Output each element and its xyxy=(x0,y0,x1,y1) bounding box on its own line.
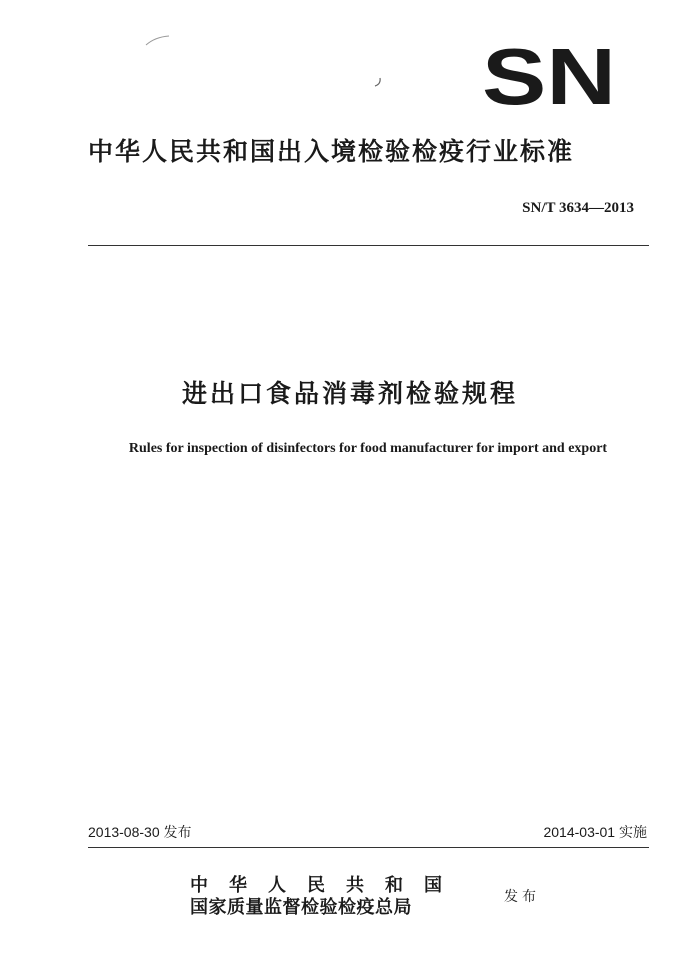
footer-divider xyxy=(88,847,649,848)
issuing-authority xyxy=(190,875,490,919)
standard-code: SN/T 3634—2013 xyxy=(522,200,634,216)
issuer-agency: 国家质量监督检验检疫总局 xyxy=(190,897,412,918)
publish-label: 发布 xyxy=(504,889,540,905)
document-title-chinese: 进出口食品消毒剂检验规程 xyxy=(181,379,518,408)
document-title-english: Rules for inspection of disinfectors for food manufacturer for import and export xyxy=(128,441,608,456)
issuer-country: 中华人民共和国 xyxy=(190,875,463,896)
implementation-date: 2014-03-01 实施 xyxy=(543,824,647,840)
header-divider xyxy=(88,245,649,246)
sn-logo-text: SN xyxy=(482,42,616,110)
scan-mark-icon xyxy=(145,34,175,48)
issue-date: 2013-08-30 发布 xyxy=(88,824,192,840)
sn-logo-icon xyxy=(482,42,616,110)
scan-mark-icon xyxy=(372,76,384,88)
industry-standard-title: 中华人民共和国出入境检验检疫行业标准 xyxy=(88,137,575,166)
